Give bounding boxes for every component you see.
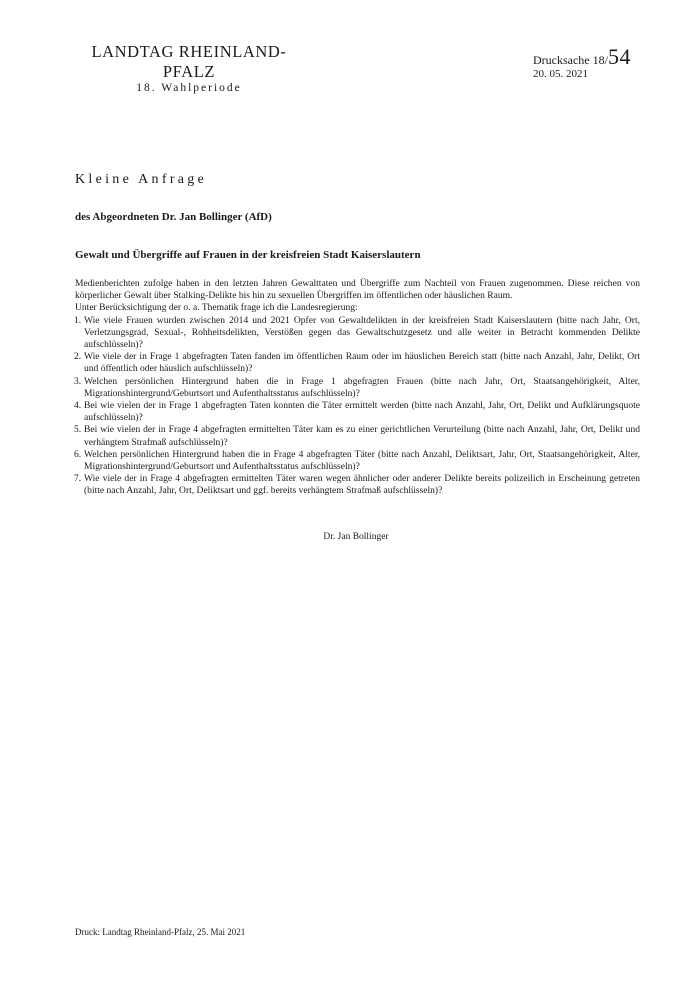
question-item xyxy=(75,351,640,375)
parliament-title: LANDTAG RHEINLAND-PFALZ xyxy=(91,42,287,81)
question-number: 4. xyxy=(74,400,82,412)
question-text: Wie viele der in Frage 1 abgefragten Taten fanden im öffentlichen Raum oder im häuslichen Bereich statt (bitte nach Anzahl, Jahr, Delikt, Ort und öffentlich oder häuslich aufschlüsseln)? xyxy=(84,351,640,375)
legislative-period: 18. Wahlperiode xyxy=(136,82,242,94)
question-number: 2. xyxy=(74,351,82,363)
question-number: 7. xyxy=(74,473,82,485)
subject-heading: Gewalt und Übergriffe auf Frauen in der kreisfreien Stadt Kaiserslautern xyxy=(75,249,421,261)
question-number: 5. xyxy=(74,424,82,436)
question-item xyxy=(75,473,640,497)
question-text: Bei wie vielen der in Frage 4 abgefragten ermittelten Täter kam es zu einer gerichtlichen Verurteilung (bitte nach Anzahl, Jahr, Ort, Delikt und verhängtem Strafmaß aufschlüsseln)? xyxy=(84,424,640,448)
question-item xyxy=(75,376,640,400)
document-body xyxy=(75,278,640,498)
drucksache-number: 54 xyxy=(607,44,631,69)
signature: Dr. Jan Bollinger xyxy=(323,532,389,542)
question-list xyxy=(75,315,640,498)
document-number-block xyxy=(533,44,631,80)
question-item xyxy=(75,315,640,352)
parliament-header xyxy=(75,42,303,94)
lead-sentence: Unter Berücksichtigung der o. a. Thematik frage ich die Landesregierung: xyxy=(75,302,358,314)
question-item xyxy=(75,449,640,473)
question-number: 3. xyxy=(74,375,82,387)
intro-paragraph: Medienberichten zufolge haben in den letzten Jahren Gewalttaten und Übergriffe zum Nachteil von Frauen zugenommen. Diese reichen von körperlicher Gewalt über Stalking-Delikte bis hin zu sexuellen Übergriffen im öffentlichen oder häuslichen Raum. xyxy=(75,278,640,302)
question-text: Wie viele der in Frage 4 abgefragten ermittelten Täter waren wegen ähnlicher oder anderer Delikte bereits polizeilich in Erscheinung getreten (bitte nach Anzahl, Jahr, Ort, Deliktsart und ggf. bereits verhängtem Strafmaß aufschlüsseln)? xyxy=(84,473,640,497)
question-text: Wie viele Frauen wurden zwischen 2014 und 2021 Opfer von Gewaltdelikten in der kreisfreien Stadt Kaiserslautern (bitte nach Jahr, Ort, Verletzungsgrad, Sexual-, Rohheitsdelikten, Verstößen gegen das Gewaltschutzgesetz und alle weiter in Betracht kommenden Delikte aufschlüsseln)? xyxy=(84,314,640,351)
question-item xyxy=(75,400,640,424)
question-number: 1. xyxy=(74,314,82,326)
author-line: des Abgeordneten Dr. Jan Bollinger (AfD) xyxy=(75,211,272,223)
question-item xyxy=(75,424,640,448)
document-date: 20. 05. 2021 xyxy=(533,68,588,80)
drucksache-label xyxy=(533,44,631,70)
question-text: Bei wie vielen der in Frage 1 abgefragten Taten konnten die Täter ermittelt werden (bitte nach Anzahl, Jahr, Ort, Delikt und Aufklärungsquote aufschlüsseln)? xyxy=(84,400,640,424)
drucksache-prefix: Drucksache 18/ xyxy=(533,53,608,67)
question-number: 6. xyxy=(74,448,82,460)
print-footer: Druck: Landtag Rheinland-Pfalz, 25. Mai 2021 xyxy=(75,927,246,937)
question-text: Welchen persönlichen Hintergrund haben die in Frage 1 abgefragten Frauen (bitte nach Jahr, Ort, Staatsangehörigkeit, Alter, Migrationshintergrund/Geburtsort und Aufenthaltsstatus aufschlüsseln)? xyxy=(84,375,640,399)
document-type: Kleine Anfrage xyxy=(75,172,208,187)
question-text: Welchen persönlichen Hintergrund haben die in Frage 4 abgefragten Täter (bitte nach Anzahl, Deliktsart, Jahr, Ort, Staatsangehörigkeit, Alter, Migrationshintergrund/Geburtsort und Aufenthaltsstatus aufschlüsseln)? xyxy=(84,448,640,473)
